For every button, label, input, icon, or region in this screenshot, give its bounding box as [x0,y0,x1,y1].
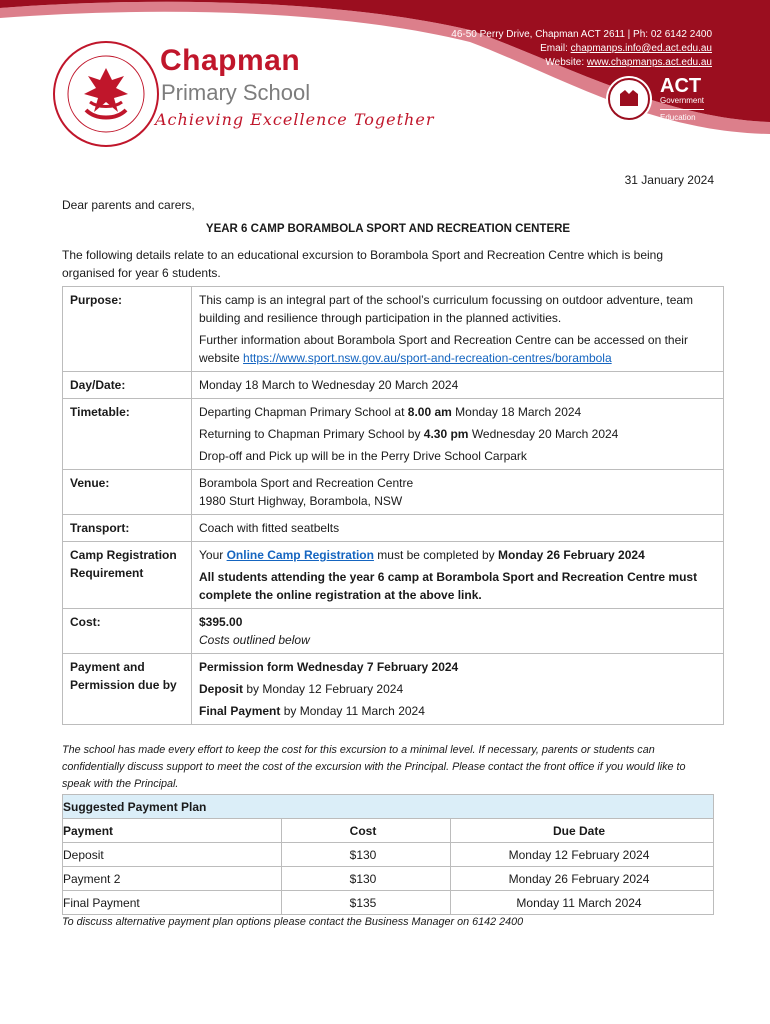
salutation: Dear parents and carers, [62,198,195,212]
school-subtitle: Primary School [161,80,311,105]
act-education: Education [660,113,696,122]
intro-paragraph: The following details relate to an educational excursion to Borambola Sport and Recreation Centre which is being organised for year 6 students. [62,248,664,280]
day-date-value: Monday 18 March to Wednesday 20 March 2024 [192,372,724,399]
email-label: Email: [540,43,571,54]
timetable-value [192,399,724,470]
return-line: Returning to Chapman Primary School by 4.30 pm Wednesday 20 March 2024 [199,427,619,441]
payment-due-date: Monday 26 February 2024 [451,867,714,891]
payment-due-date: Monday 12 February 2024 [451,843,714,867]
permission-due-line: Permission form Wednesday 7 February 2024 [199,660,459,674]
registration-label: Camp Registration Requirement [63,542,192,609]
day-date-label: Day/Date: [63,372,192,399]
cost-value [192,609,724,654]
row-registration [63,542,724,609]
col-header-payment: Payment [63,819,282,843]
registration-line: Your Online Camp Registration must be completed by Monday 26 February 2024 [199,548,645,562]
venue-label: Venue: [63,470,192,515]
row-day-date [63,372,724,399]
website-link[interactable]: www.chapmanps.act.edu.au [586,57,712,68]
act-wordmark [660,76,704,123]
payment-cost: $130 [282,843,451,867]
row-transport [63,515,724,542]
table-row [63,891,714,915]
letterhead [0,0,770,150]
school-name: Chapman [160,44,301,77]
contact-block [451,28,712,70]
website-line [451,56,712,70]
row-purpose [63,287,724,372]
school-motto: Achieving Excellence Together [155,110,435,129]
letter-heading: YEAR 6 CAMP BORAMBOLA SPORT AND RECREATION CENTERE [205,223,571,235]
venue-address: 1980 Sturt Highway, Borambola, NSW [199,494,403,508]
cost-amount: $395.00 [199,615,243,629]
act-government: Government [660,96,705,105]
payment-name: Deposit [63,843,282,867]
excursion-details-table [62,286,724,725]
act-crest-icon [606,76,652,122]
final-payment-due-line: Final Payment by Monday 11 March 2024 [199,704,425,718]
email-link[interactable]: chapmanps.info@ed.act.edu.au [570,43,712,54]
address-line: 46-50 Perry Drive, Chapman ACT 2611 | Ph: 02 6142 2400 [451,29,712,40]
deposit-due-line: Deposit by Monday 12 February 2024 [199,682,404,696]
table-row [63,843,714,867]
cost-note: Costs outlined below [199,633,310,647]
payment-permission-label: Payment and Permission due by [63,654,192,725]
table-row [63,867,714,891]
venue-value [192,470,724,515]
payment-name: Payment 2 [63,867,282,891]
departure-line: Departing Chapman Primary School at 8.00 am Monday 18 March 2024 [199,405,582,419]
payment-name: Final Payment [63,891,282,915]
school-crest-logo [52,40,160,148]
dropoff-line: Drop-off and Pick up will be in the Perry Drive School Carpark [199,449,527,463]
email-line [451,42,712,56]
borambola-website-link[interactable]: https://www.sport.nsw.gov.au/sport-and-recreation-centres/borambola [243,351,612,365]
payment-due-date: Monday 11 March 2024 [451,891,714,915]
col-header-due-date: Due Date [451,819,714,843]
purpose-text: This camp is an integral part of the school’s curriculum focussing on outdoor adventure, team building and resilience through participation in the planned activities. [199,293,694,325]
letter-date: 31 January 2024 [624,173,714,187]
online-camp-registration-link[interactable]: Online Camp Registration [226,548,374,562]
payment-permission-value [192,654,724,725]
act-title: ACT [660,75,702,97]
payment-cost: $135 [282,891,451,915]
payment-cost: $130 [282,867,451,891]
timetable-label: Timetable: [63,399,192,470]
website-label: Website: [545,57,587,68]
purpose-label: Purpose: [63,287,192,372]
transport-value: Coach with fitted seatbelts [192,515,724,542]
purpose-website-lead: Further information about Borambola Sport and Recreation Centre can be accessed on their website [199,333,688,365]
cost-support-note: The school has made every effort to keep the cost for this excursion to a minimal level. If necessary, parents or students can confidentially discuss support to meet the cost of the excursion with the Principal. Please contact the front office if you would like to speak with the Principal. [62,744,686,790]
row-cost [63,609,724,654]
cost-label: Cost: [63,609,192,654]
row-timetable [63,399,724,470]
registration-value [192,542,724,609]
payment-plan-title: Suggested Payment Plan [63,795,714,819]
row-payment-permission [63,654,724,725]
act-government-logo [606,76,716,122]
purpose-value [192,287,724,372]
payment-plan-table [62,794,714,915]
transport-label: Transport: [63,515,192,542]
payment-plan-title-row [63,795,714,819]
payment-plan-header-row [63,819,714,843]
col-header-cost: Cost [282,819,451,843]
row-venue [63,470,724,515]
payment-plan-footnote: To discuss alternative payment plan options please contact the Business Manager on 6142 2400 [62,916,524,928]
registration-note: All students attending the year 6 camp at Borambola Sport and Recreation Centre must complete the online registration at the above link. [199,570,698,602]
venue-name: Borambola Sport and Recreation Centre [199,476,414,490]
purpose-website-text [199,331,716,367]
